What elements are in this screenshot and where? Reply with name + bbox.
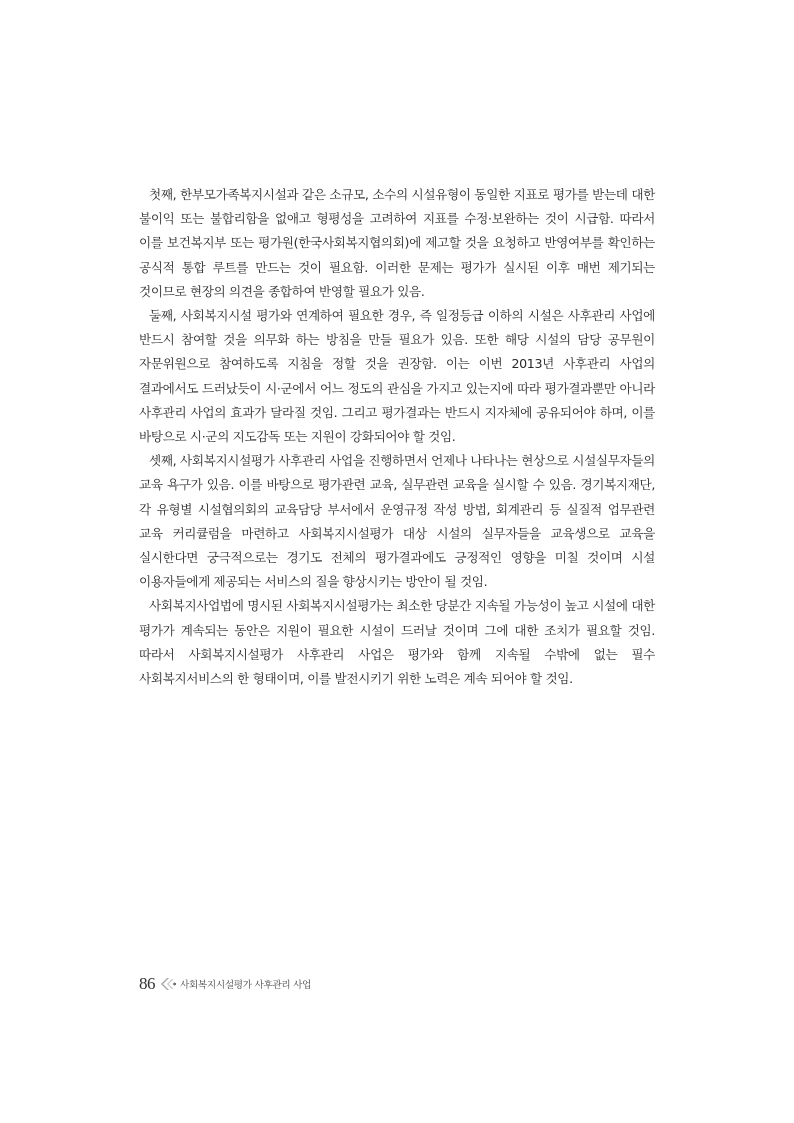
double-chevron-left-icon <box>158 977 176 991</box>
page-footer <box>139 969 311 999</box>
page-number: 86 <box>139 974 155 993</box>
paragraph-first: 첫째, 한부모가족복지시설과 같은 소규모, 소수의 시설유형이 동일한 지표로 평가를 받는데 대한 불이익 또는 불합리함을 없애고 형평성을 고려하여 지표를 수정·보완하는 것이 시급함. 따라서 이를 보건복지부 또는 평가원(한국사회복지협의회)에 제고할 것을 요청하고 반영여부를 확인하는 공식적 통합 루트를 만드는 것이 필요함. 이러한 문제는 평가가 실시된 이후 매번 제기되는 것이므로 현장의 의견을 종합하여 반영할 필요가 있음. <box>139 187 655 299</box>
paragraph-conclusion: 사회복지사업법에 명시된 사회복지시설평가는 최소한 당분간 지속될 가능성이 높고 시설에 대한 평가가 계속되는 동안은 지원이 필요한 시설이 드러날 것이며 그에 대한 조치가 필요할 것임. 따라서 사회복지시설평가 사후관리 사업은 평가와 함께 지속될 수밖에 없는 필수 사회복지서비스의 한 형태이며, 이를 발전시키기 위한 노력은 계속 되어야 할 것임. <box>139 598 655 687</box>
page-body <box>139 183 655 691</box>
paragraph-third: 셋째, 사회복지시설평가 사후관리 사업을 진행하면서 언제나 나타나는 현상으로 시설실무자들의 교육 욕구가 있음. 이를 바탕으로 평가관련 교육, 실무관련 교육을 실시할 수 있음. 경기복지재단, 각 유형별 시설협의회의 교육담당 부서에서 운영규정 작성 방법, 회계관리 등 실질적 업무관련 교육 커리큘럼을 마련하고 사회복지시설평가 대상 시설의 실무자들을 교육생으로 교육을 실시한다면 궁극적으로는 경기도 전체의 평가결과에도 긍정적인 영향을 미칠 것이며 시설 이용자들에게 제공되는 서비스의 질을 향상시키는 방안이 될 것임. <box>139 453 655 590</box>
running-title: 사회복지시설평가 사후관리 사업 <box>180 980 312 991</box>
paragraph-second: 둘째, 사회복지시설 평가와 연계하여 필요한 경우, 즉 일정등급 이하의 시설은 사후관리 사업에 반드시 참여할 것을 의무화 하는 방침을 만들 필요가 있음. 또한 해당 시설의 담당 공무원이 자문위원으로 참여하도록 지침을 정할 것을 권장함. 이는 이번 2013년 사후관리 사업의 결과에서도 드러났듯이 시·군에서 어느 정도의 관심을 가지고 있는지에 따라 평가결과뿐만 아니라 사후관리 사업의 효과가 달라질 것임. 그리고 평가결과는 반드시 지자체에 공유되어야 하며, 이를 바탕으로 시·군의 지도감독 또는 지원이 강화되어야 할 것임. <box>139 308 655 445</box>
